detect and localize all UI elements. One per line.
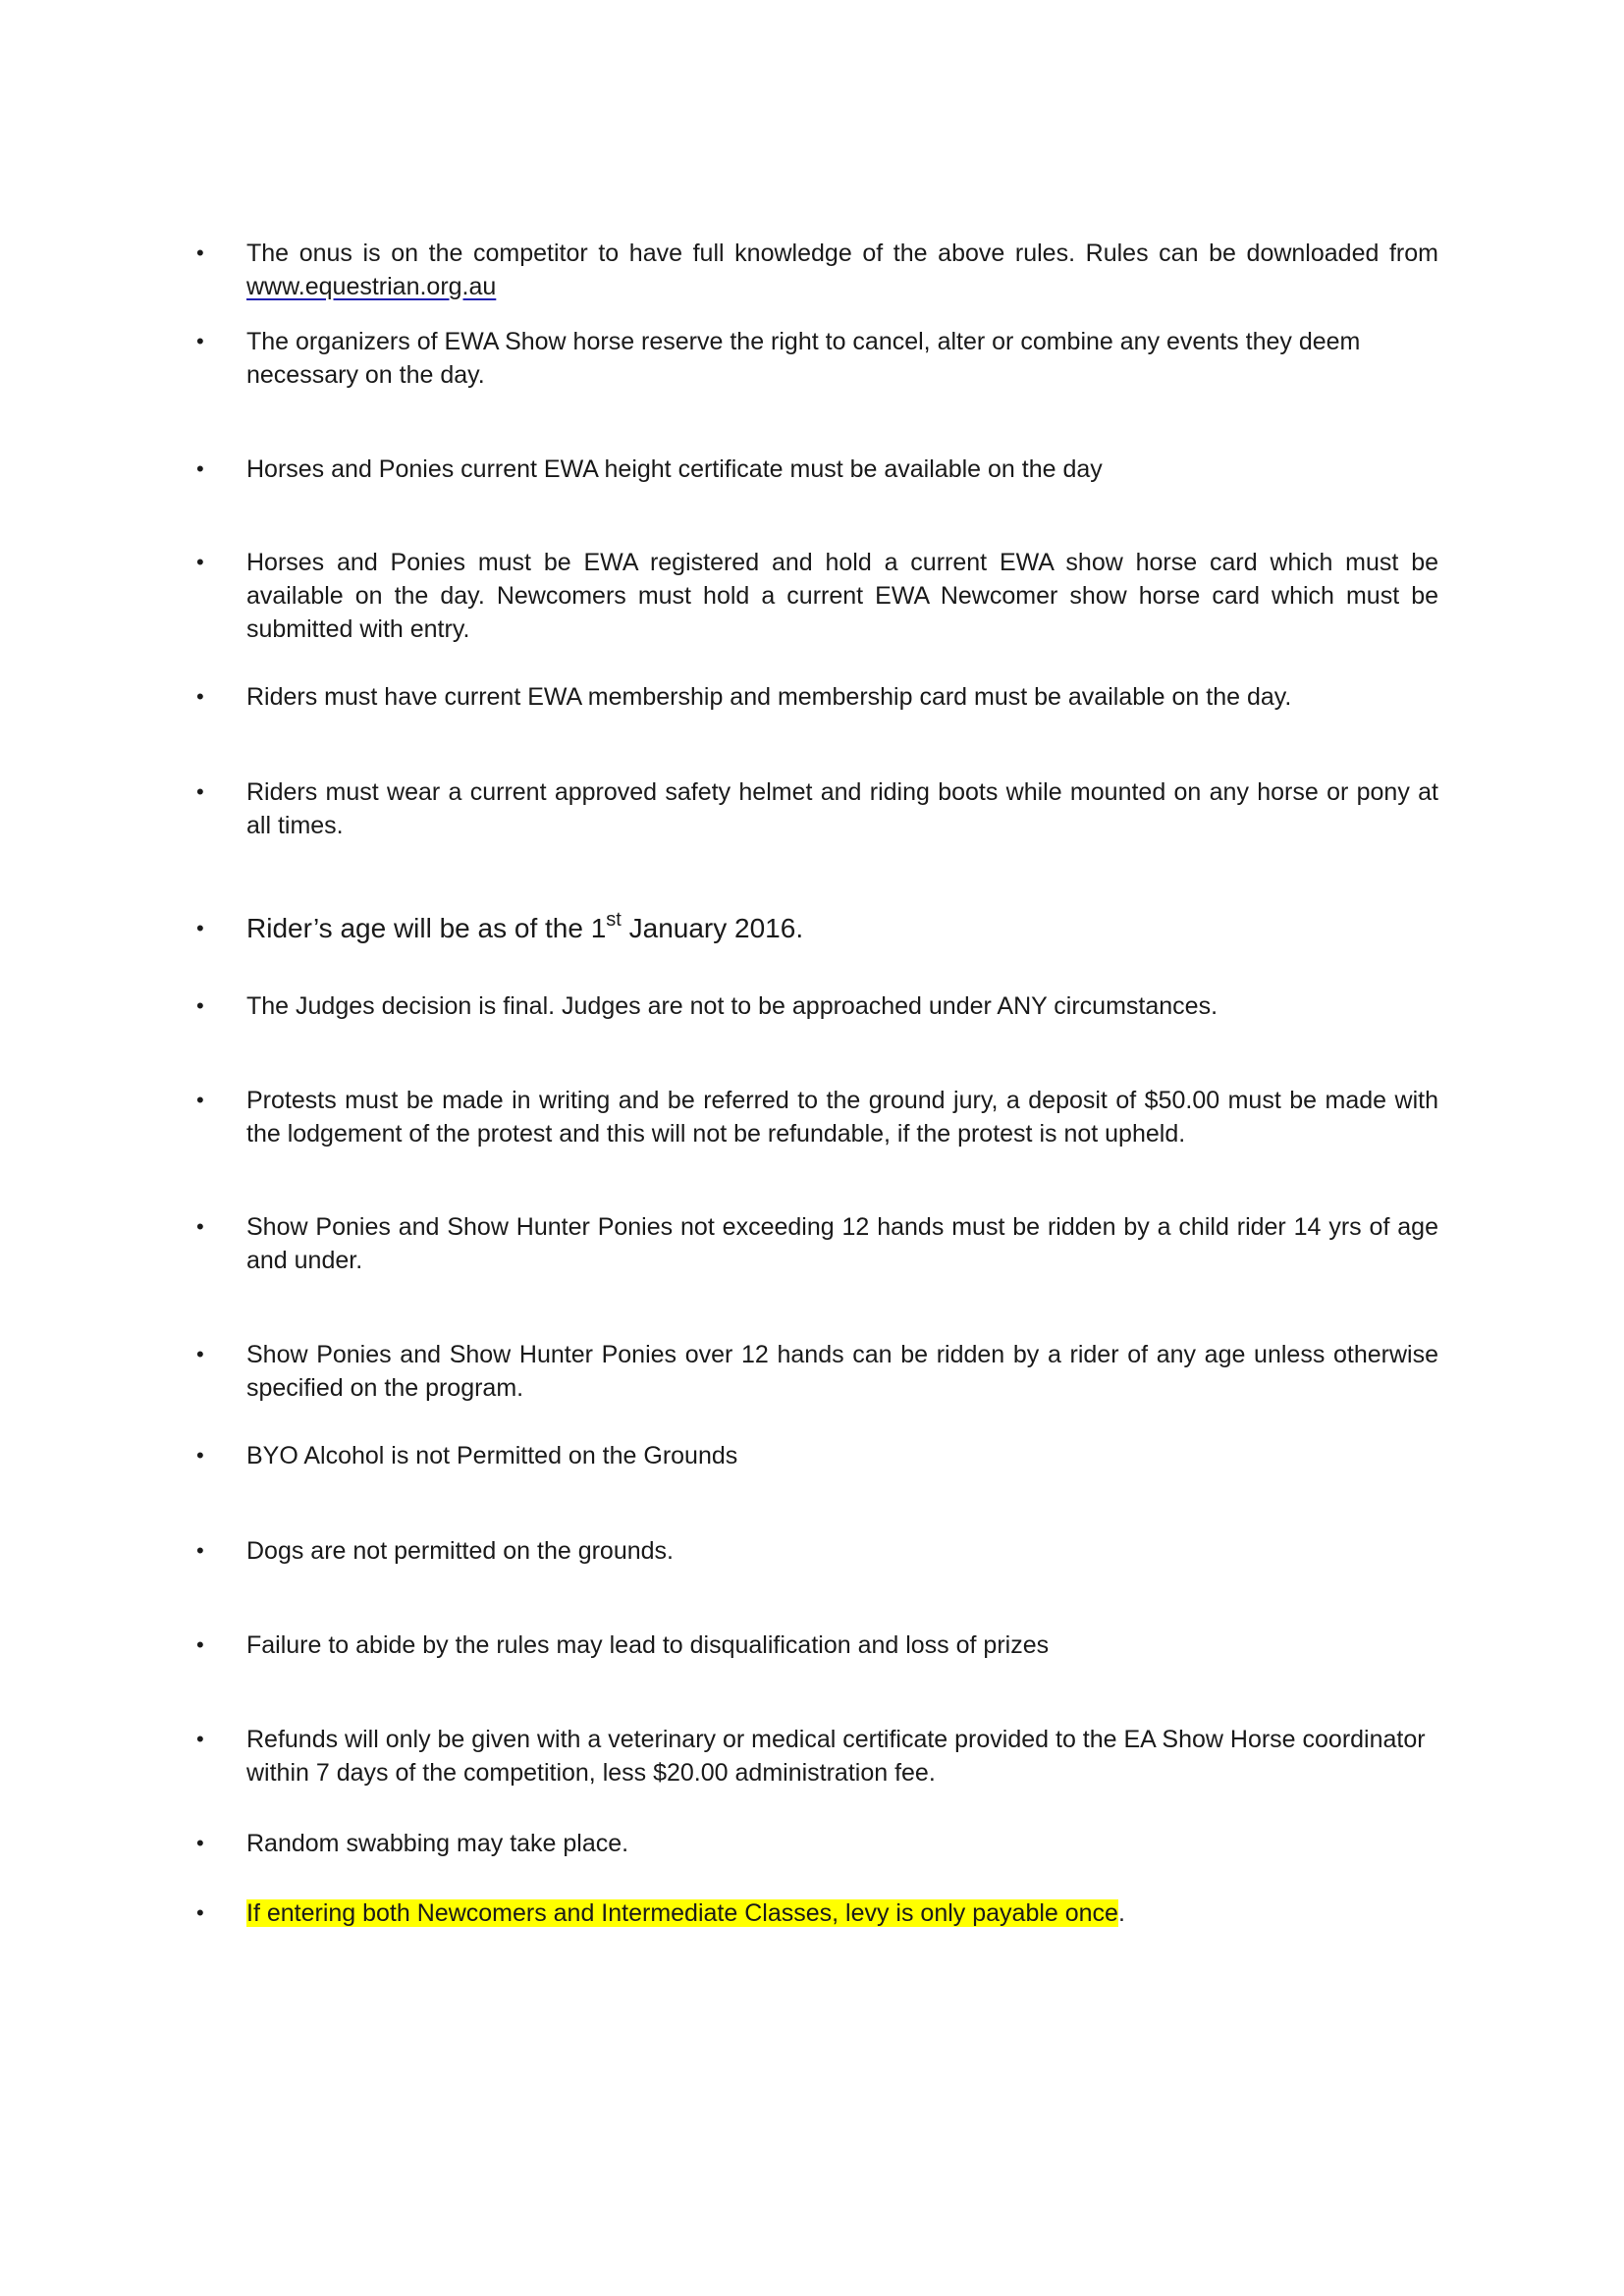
- rule-text: [246, 909, 1438, 948]
- rule-text: Refunds will only be given with a veterinary or medical certificate provided to the EA Show Horse coordinator within 7 days of the competition, less $20.00 administration fee.: [246, 1726, 1426, 1787]
- rule-item-1: [196, 237, 1438, 303]
- rule-item-14: [196, 1629, 1438, 1662]
- rule-item-9: [196, 1084, 1438, 1150]
- rule-item-16: [196, 1827, 1438, 1860]
- equestrian-website-link[interactable]: www.equestrian.org.au: [246, 273, 497, 300]
- rule-text: Failure to abide by the rules may lead to disqualification and loss of prizes: [246, 1631, 1050, 1659]
- rule-text: Riders must wear a current approved safety helmet and riding boots while mounted on any horse or pony at all times.: [246, 778, 1438, 839]
- rule-item-5: [196, 680, 1438, 714]
- bullet-icon: •: [196, 240, 204, 265]
- rule-item-10: [196, 1210, 1438, 1277]
- bullet-icon: •: [196, 916, 204, 940]
- rule-item-7: [196, 909, 1438, 948]
- rule-item-3: [196, 453, 1438, 486]
- rule-text: BYO Alcohol is not Permitted on the Grounds: [246, 1442, 738, 1469]
- rule-text: Horses and Ponies must be EWA registered and hold a current EWA show horse card which must be available on the day. Newcomers must hold a current EWA Newcomer show horse card which must be submitted with entry.: [246, 549, 1438, 643]
- bullet-icon: •: [196, 779, 204, 804]
- ordinal-suffix: st: [606, 909, 622, 931]
- bullet-icon: •: [196, 993, 204, 1018]
- rule-item-12: [196, 1439, 1438, 1472]
- highlighted-text: If entering both Newcomers and Intermediate Classes, levy is only payable once: [246, 1899, 1118, 1927]
- rule-text: Show Ponies and Show Hunter Ponies over 12 hands can be ridden by a rider of any age unless otherwise specified on the program.: [246, 1341, 1438, 1402]
- rule-item-13: [196, 1534, 1438, 1568]
- bullet-icon: •: [196, 1443, 204, 1468]
- bullet-icon: •: [196, 550, 204, 574]
- rule-text: [246, 237, 1438, 303]
- bullet-icon: •: [196, 684, 204, 709]
- rule-text: Horses and Ponies current EWA height certificate must be available on the day: [246, 455, 1103, 483]
- rule-item-17: [196, 1896, 1438, 1930]
- rule-item-2: [196, 325, 1438, 392]
- rule-text: Random swabbing may take place.: [246, 1830, 629, 1857]
- rule-text: Show Ponies and Show Hunter Ponies not exceeding 12 hands must be ridden by a child rider 14 yrs of age and under.: [246, 1213, 1438, 1274]
- rule-text-part: January 2016.: [621, 913, 804, 943]
- bullet-icon: •: [196, 1727, 204, 1751]
- rule-item-4: [196, 546, 1438, 646]
- rule-item-8: [196, 989, 1438, 1023]
- bullet-icon: •: [196, 329, 204, 353]
- bullet-icon: •: [196, 1214, 204, 1239]
- bullet-icon: •: [196, 1831, 204, 1855]
- rule-text: Riders must have current EWA membership and membership card must be available on the day.: [246, 683, 1292, 711]
- bullet-icon: •: [196, 1900, 204, 1925]
- rule-text: Protests must be made in writing and be referred to the ground jury, a deposit of $50.00 must be made with the lodgement of the protest and this will not be refundable, if the protest is not upheld.: [246, 1087, 1438, 1148]
- rule-text-part: The onus is on the competitor to have full knowledge of the above rules. Rules can be downloaded from: [246, 240, 1438, 267]
- rule-text: The organizers of EWA Show horse reserve the right to cancel, alter or combine any events they deem necessary on the day.: [246, 328, 1361, 389]
- bullet-icon: •: [196, 1632, 204, 1657]
- rule-item-6: [196, 775, 1438, 842]
- rule-text-part: .: [1117, 1899, 1125, 1927]
- bullet-icon: •: [196, 1538, 204, 1563]
- rule-text: [246, 1896, 1438, 1930]
- bullet-icon: •: [196, 1088, 204, 1112]
- rule-text: Dogs are not permitted on the grounds.: [246, 1537, 674, 1565]
- bullet-icon: •: [196, 1342, 204, 1366]
- rule-text: The Judges decision is final. Judges are not to be approached under ANY circumstances.: [246, 992, 1218, 1020]
- rule-item-15: [196, 1723, 1438, 1789]
- rule-item-11: [196, 1338, 1438, 1405]
- bullet-icon: •: [196, 456, 204, 481]
- rule-text-part: Rider’s age will be as of the 1: [246, 913, 607, 943]
